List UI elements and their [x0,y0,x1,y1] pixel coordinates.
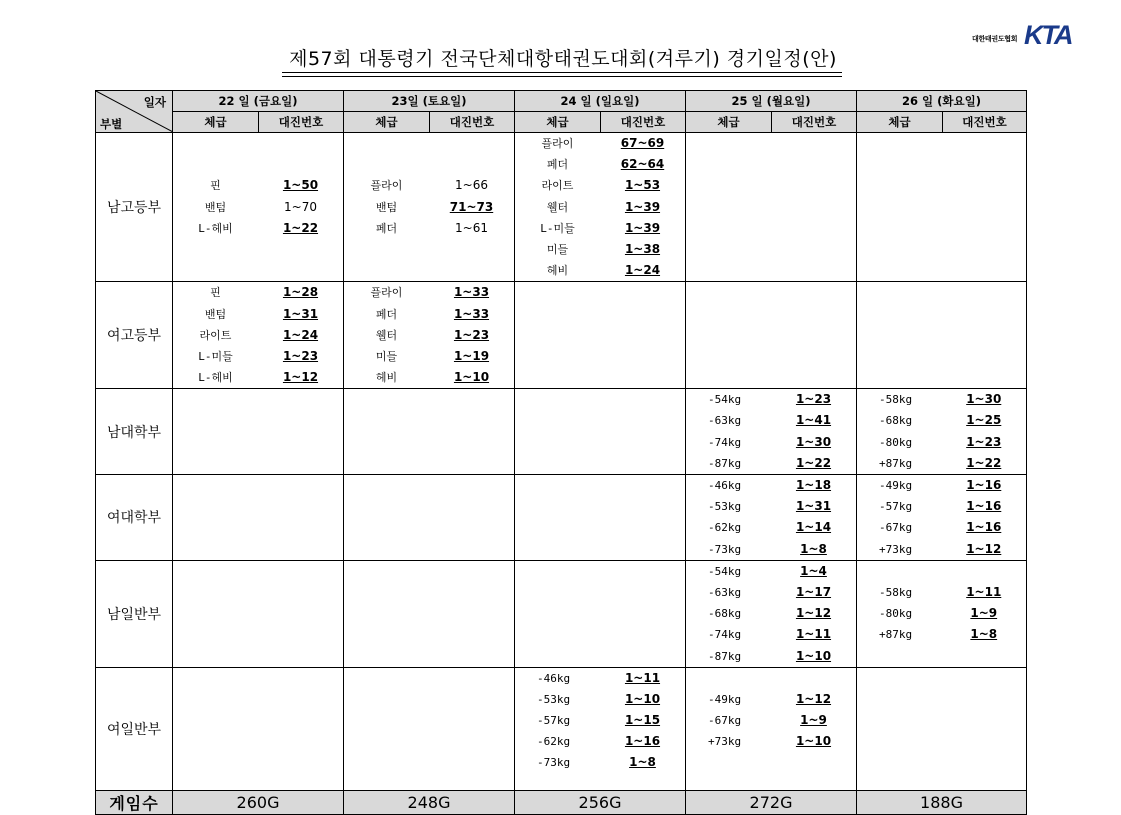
weight-entry [344,367,514,388]
games-count-total: 256G [515,790,686,814]
bracket-range: 1~33 [453,306,490,321]
bracket-range: 1~24 [624,263,661,278]
weight-class: -46kg [708,479,742,492]
weight-entry [857,561,1026,582]
games-count-total: 272G [686,790,857,814]
weight-class: -63kg [708,585,742,599]
bracket-range: 1~16 [966,478,1002,492]
bracket-range: 1~23 [966,434,1002,449]
bracket-range: 1~41 [795,413,832,428]
weight-entry [344,304,514,325]
weight-class: -67kg [879,521,913,535]
day-schedule-cell [686,560,857,667]
corner-division-label: 부별 [100,117,123,131]
weight-class: 밴텀 [204,307,227,321]
weight-class [344,133,429,154]
weight-class: 밴텀 [375,200,398,214]
weight-entry [344,197,514,218]
weight-class: 밴텀 [204,200,227,214]
weight-entry [344,282,514,303]
bracket-range [942,561,1027,582]
weight-entry [857,496,1026,517]
bracket-range: 1~10 [453,370,490,385]
day-schedule-cell [857,475,1027,561]
bracket-number-header: 대진번호 [601,112,686,133]
bracket-range [429,154,514,175]
weight-entry [344,346,514,367]
bracket-range [258,239,343,260]
division-label: 여고등부 [96,282,173,389]
bracket-number-header: 대진번호 [943,112,1027,133]
weight-entry [515,731,685,752]
weight-entry [515,689,685,710]
day-schedule-cell [173,133,344,282]
weight-class: 헤비 [546,264,569,278]
weight-entry [344,260,514,281]
day-schedule-cell [686,282,857,389]
day-header: 22 일 (금요일) [173,91,344,112]
division-row [96,475,1027,561]
bracket-range [258,154,343,175]
bracket-range: 1~12 [966,541,1002,556]
weight-class: 플라이 [370,179,403,193]
bracket-range [258,133,343,154]
bracket-range: 71~73 [449,199,494,214]
day-schedule-cell [344,560,515,667]
weight-class: 플라이 [370,286,403,300]
day-schedule-cell [857,282,1027,389]
bracket-range: 1~10 [795,734,832,749]
weight-class: -54kg [708,393,742,407]
weight-class: 핀 [210,179,221,193]
weight-entry [686,517,856,538]
day-header: 25 일 (월요일) [686,91,857,112]
bracket-range: 1~12 [282,370,319,385]
weight-class: 라이트 [199,328,232,342]
weight-entry [515,260,685,281]
day-schedule-cell [686,667,857,790]
weight-class [344,260,429,281]
weight-entry [344,218,514,239]
day-header: 23일 (토요일) [344,91,515,112]
bracket-number-header: 대진번호 [430,112,515,133]
bracket-range: 1~50 [282,178,319,193]
weight-entry [173,197,343,218]
weight-class: +87kg [879,628,913,642]
weight-class-header: 체급 [173,112,259,133]
bracket-range: 1~23 [282,348,319,363]
weight-entry [173,239,343,260]
bracket-range: 1~23 [795,392,832,407]
division-row [96,133,1027,282]
weight-entry [344,154,514,175]
weight-class: L-미들 [540,221,575,235]
weight-class-header: 체급 [686,112,772,133]
day-schedule-cell [857,389,1027,475]
day-schedule-cell [515,475,686,561]
weight-entry [515,197,685,218]
bracket-range: 1~31 [795,499,832,514]
weight-class [173,260,258,281]
kta-logo [970,20,1082,56]
weight-class: -49kg [879,479,913,492]
bracket-range: 1~28 [282,285,319,300]
weight-entry [686,646,856,667]
bracket-range: 1~23 [453,327,490,342]
day-schedule-cell [515,667,686,790]
bracket-range: 1~38 [624,241,661,256]
day-schedule-cell [344,475,515,561]
bracket-range [258,260,343,281]
day-schedule-cell [344,389,515,475]
bracket-range: 1~9 [800,713,827,728]
weight-class [857,561,942,582]
title-underline-double [282,76,842,77]
games-count-total: 188G [857,790,1027,814]
weight-class: L-미들 [198,349,233,363]
weight-entry [857,603,1026,624]
bracket-range: 1~39 [624,220,661,235]
bracket-range: 1~11 [966,584,1002,599]
weight-entry [686,710,856,731]
bracket-range: 1~10 [795,648,832,663]
weight-entry [173,154,343,175]
title-underline [282,72,842,73]
day-schedule-cell [173,667,344,790]
day-schedule-cell [515,389,686,475]
bracket-range: 1~15 [624,713,661,728]
weight-class: -62kg [708,521,742,535]
corner-date-label: 일자 [143,95,166,109]
bracket-range: 1~18 [795,478,832,492]
bracket-range: 1~70 [284,199,317,214]
bracket-range: 1~4 [800,563,827,578]
weight-class: 핀 [210,286,221,300]
weight-entry [857,539,1026,560]
weight-class: 라이트 [541,179,574,193]
logo-mark: KTA [1024,20,1072,50]
weight-entry [344,175,514,196]
bracket-number-header: 대진번호 [259,112,344,133]
bracket-range: 1~12 [795,691,832,706]
day-schedule-cell [515,282,686,389]
weight-class: -62kg [537,735,571,749]
division-label: 여일반부 [96,667,173,790]
weight-entry [173,218,343,239]
bracket-range: 1~61 [455,220,488,235]
weight-class: -68kg [708,607,742,621]
weight-entry [686,475,856,496]
day-schedule-cell [173,475,344,561]
weight-class: -58kg [879,585,913,599]
weight-class: -73kg [708,542,742,556]
bracket-number-header: 대진번호 [772,112,857,133]
bracket-range: 1~8 [970,627,998,642]
weight-class: -46kg [537,671,571,685]
weight-entry [686,539,856,560]
bracket-range: 1~22 [795,455,832,470]
bracket-range: 1~30 [795,434,832,449]
weight-entry [686,496,856,517]
weight-class: -80kg [879,435,913,449]
bracket-range: 1~8 [629,755,656,770]
weight-entry [686,603,856,624]
weight-entry [173,175,343,196]
weight-class: -74kg [708,628,742,642]
weight-class: -53kg [708,500,742,514]
weight-entry [686,668,856,689]
weight-entry [686,624,856,645]
bracket-range: 1~22 [282,220,319,235]
weight-entry [344,239,514,260]
weight-class: -57kg [537,714,571,728]
division-row [96,560,1027,667]
weight-entry [515,133,685,154]
weight-class: L-헤비 [198,221,233,235]
bracket-range: 1~25 [966,413,1002,428]
weight-entry [686,582,856,603]
bracket-range: 67~69 [620,136,665,150]
weight-entry [857,389,1026,410]
bracket-range: 1~8 [800,541,827,556]
weight-class: 플라이 [541,137,574,150]
weight-entry [686,432,856,453]
day-schedule-cell [686,475,857,561]
weight-class [173,154,258,175]
weight-class: -53kg [537,692,571,706]
weight-class: -68kg [879,414,913,428]
bracket-range: 1~19 [453,348,490,363]
weight-class: 미들 [546,242,569,256]
weight-class: -74kg [708,435,742,449]
weight-entry [686,453,856,474]
division-label: 남고등부 [96,133,173,282]
bracket-range [429,260,514,281]
day-schedule-cell [173,389,344,475]
weight-class-header: 체급 [857,112,943,133]
day-schedule-cell [857,667,1027,790]
weight-class: L-헤비 [198,371,233,385]
weight-entry [857,624,1026,645]
bracket-range: 1~14 [795,520,832,535]
weight-entry [686,410,856,431]
day-schedule-cell [857,133,1027,282]
weight-class: 헤비 [375,371,398,385]
day-schedule-cell [686,133,857,282]
bracket-range: 1~39 [624,199,661,214]
weight-entry [173,346,343,367]
weight-entry [686,689,856,710]
weight-class: -87kg [708,456,742,470]
weight-class: -57kg [879,500,913,514]
bracket-range [429,133,514,154]
weight-class [344,154,429,175]
weight-entry [686,561,856,582]
bracket-range: 1~31 [282,306,319,321]
weight-entry [857,410,1026,431]
bracket-range: 1~30 [966,392,1002,407]
bracket-range [429,239,514,260]
weight-entry [857,432,1026,453]
weight-entry [857,582,1026,603]
bracket-range: 1~66 [455,178,488,193]
weight-class: -80kg [879,607,913,621]
weight-class: 페더 [375,307,398,321]
weight-class: 미들 [375,349,398,363]
weight-class: 페더 [375,221,398,235]
division-label: 남대학부 [96,389,173,475]
division-row [96,389,1027,475]
day-schedule-cell [344,282,515,389]
weight-entry [173,325,343,346]
weight-class: +87kg [879,456,913,470]
division-row [96,667,1027,790]
bracket-range: 1~10 [624,691,661,706]
weight-entry [515,752,685,773]
bracket-range: 1~53 [624,178,661,193]
weight-class: 웰터 [546,200,569,214]
bracket-range: 1~11 [624,670,661,685]
weight-class: -73kg [537,756,571,770]
weight-class: +73kg [708,735,742,749]
division-label: 여대학부 [96,475,173,561]
weight-entry [344,325,514,346]
bracket-range: 1~22 [966,455,1002,470]
weight-entry [686,389,856,410]
bracket-range: 62~64 [620,157,665,172]
weight-entry [857,475,1026,496]
weight-class-header: 체급 [344,112,430,133]
schedule-table [95,90,1027,815]
bracket-range: 1~12 [795,606,832,621]
weight-class [173,239,258,260]
bracket-range: 1~9 [970,606,998,621]
weight-class: -54kg [708,564,742,578]
bracket-range: 1~16 [966,520,1002,535]
day-header: 26 일 (화요일) [857,91,1027,112]
logo-org-text: 대한태권도협회 [972,35,1018,43]
weight-entry [515,710,685,731]
day-header: 24 일 (일요일) [515,91,686,112]
bracket-range: 1~24 [282,327,319,342]
day-schedule-cell [173,560,344,667]
games-count-total: 260G [173,790,344,814]
weight-class: -67kg [708,714,742,728]
day-schedule-cell [857,560,1027,667]
day-schedule-cell [344,667,515,790]
weight-class: 웰터 [375,328,398,342]
weight-entry [515,668,685,689]
division-label: 남일반부 [96,560,173,667]
weight-entry [686,731,856,752]
weight-class: -58kg [879,393,913,407]
games-count-total: 248G [344,790,515,814]
day-schedule-cell [344,133,515,282]
day-schedule-cell [515,133,686,282]
weight-entry [515,175,685,196]
weight-entry [515,218,685,239]
games-count-label: 게임수 [96,790,173,814]
weight-entry [857,453,1026,474]
bracket-range [771,668,856,689]
weight-entry [173,367,343,388]
bracket-range: 1~16 [966,499,1002,514]
day-schedule-cell [515,560,686,667]
day-schedule-cell [173,282,344,389]
weight-class: -49kg [708,692,742,706]
page-title: 제57회 대통령기 전국단체대항태권도대회(겨루기) 경기일정(안) [289,48,837,70]
weight-class [344,239,429,260]
weight-entry [173,260,343,281]
weight-class [686,668,771,689]
weight-class [173,133,258,154]
weight-entry [173,133,343,154]
bracket-range: 1~33 [453,285,490,300]
bracket-range: 1~11 [795,627,832,642]
day-schedule-cell [686,389,857,475]
weight-entry [515,239,685,260]
weight-class: 페더 [546,158,569,172]
weight-entry [515,154,685,175]
weight-class: +73kg [879,542,913,556]
bracket-range: 1~17 [795,584,832,599]
weight-entry [344,133,514,154]
weight-class: -63kg [708,414,742,428]
division-row [96,282,1027,389]
weight-class-header: 체급 [515,112,601,133]
weight-entry [173,304,343,325]
header-corner [96,91,173,133]
weight-class: -87kg [708,649,742,663]
bracket-range: 1~16 [624,734,661,749]
weight-entry [173,282,343,303]
weight-entry [857,517,1026,538]
